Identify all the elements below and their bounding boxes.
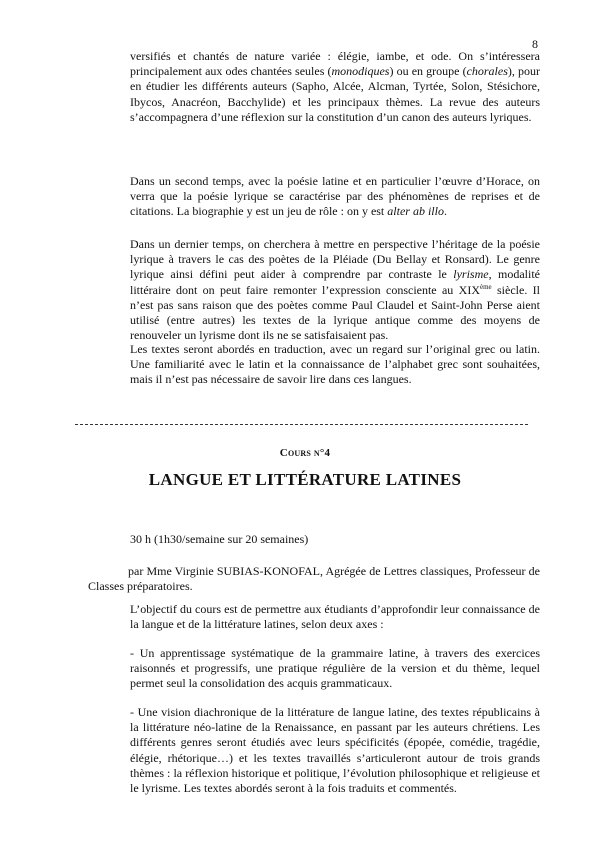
text-run: Dans un second temps, avec la poésie latine et en particulier l’œuvre d’Horace, on verra que la poésie lyrique se caractérise par des phénomènes de reprises et de citations. La biographie y est un jeu de rôle : on y est [130, 174, 540, 219]
course-number-label: Cours n°4 [279, 447, 331, 459]
course-teacher: par Mme Virginie SUBIAS-KONOFAL, Agrégée de Lettres classiques, Professeur de Classes préparatoires. [88, 564, 540, 594]
course-title: LANGUE ET LITTÉRATURE LATINES [148, 470, 462, 489]
paragraph-translation-note: Les textes seront abordés en traduction, avec un regard sur l’original grec ou latin. Une familiarité avec le latin et la connaissance de l’alphabet grec sont souhaitées, mais il n’est pas nécessaire de savoir lire dans ces langues. [130, 342, 540, 387]
superscript-eme: ème [479, 282, 492, 291]
paragraph-lyric-greek [130, 49, 540, 125]
italic-term-alter-ab-illo: alter ab illo [387, 204, 444, 219]
italic-term-chorales: chorales [466, 64, 508, 79]
text-run: ), pour en étudier les différents auteurs (Sapho, Alcée, Alcman, Tyrtée, Solon, Stésichore, Ibycos, Anacréon, Bacchylide) et les principaux thèmes. La revue des auteurs s’accompagnera d’une réflexion sur la constitution d’un canon des auteurs lyriques. [130, 64, 540, 124]
text-run: ) ou en groupe ( [389, 64, 467, 79]
text-run: versifiés et chantés de nature variée : élégie, iambe, et ode. On s’intéressera principalement aux odes chantées seules ( [130, 49, 540, 79]
text-run: siècle. Il n’est pas sans raison que des poètes comme Paul Claudel et Saint-John Perse aient utilisé (entre autres) les textes de la lyrique antique comme des moyens de renouveler un lyrisme dont ils ne se satisfaisaient pas. [130, 282, 540, 343]
paragraph-pleiade [130, 237, 540, 343]
course-hours: 30 h (1h30/semaine sur 20 semaines) [130, 532, 309, 546]
page-number: 8 [532, 37, 538, 51]
text-run: Dans un dernier temps, on cherchera à mettre en perspective l’héritage de la poésie lyrique à travers le cas des poètes de la Pléiade (Du Bellay et Ronsard). Le genre lyrique ainsi défini peut aider à comprendre par contraste le [130, 237, 540, 282]
course-axis-literature: - Une vision diachronique de la littérature de langue latine, des textes républicains à la littérature néo-latine de la Renaissance, en passant par les auteurs chrétiens. Les différents genres seront étudiés avec leurs spécificités (épopée, comédie, tragédie, élégie, rhétorique…) et les textes travaillés s’articuleront autour de trois grands thèmes : la réflexion historique et politique, l’évolution philosophique et religieuse et le lyrisme. Les textes abordés seront à la fois traduits et commentés. [130, 705, 540, 796]
course-objective: L’objectif du cours est de permettre aux étudiants d’approfondir leur connaissance de la langue et de la littérature latines, selon deux axes : [130, 602, 540, 632]
paragraph-latin-horace [130, 174, 540, 220]
text-run: , modalité littéraire dont on peut faire remonter l’expression consciente au XIX [130, 267, 540, 297]
italic-term-monodiques: monodiques [331, 64, 390, 79]
italic-term-lyrisme: lyrisme [453, 267, 489, 282]
section-divider [75, 424, 528, 425]
text-run: . [443, 204, 447, 219]
course-axis-grammar: - Un apprentissage systématique de la grammaire latine, à travers des exercices raisonnés et progressifs, une pratique régulière de la version et du thème, lequel permet seul la consolidation des acquis grammaticaux. [130, 646, 540, 691]
